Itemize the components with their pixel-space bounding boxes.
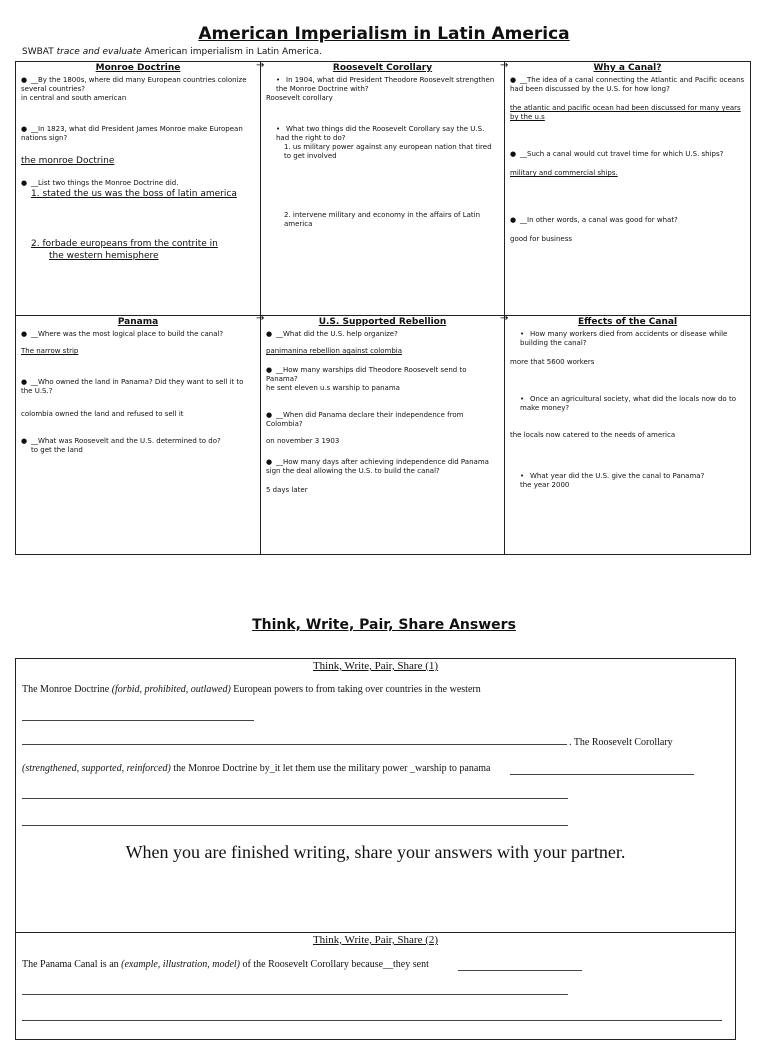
question: • Once an agricultural society, what did the locals now do to make money?	[520, 395, 736, 412]
paragraph: (strengthened, supported, reinforced) the Monroe Doctrine by_it let them use the military power _warship to panama	[22, 763, 491, 774]
box-heading-1: Think, Write, Pair, Share (1)	[312, 660, 439, 672]
swbat-prefix: SWBAT	[22, 47, 57, 57]
cell-why-a-canal	[505, 62, 750, 315]
arrow-icon: →	[500, 60, 509, 71]
cell-panama	[16, 316, 260, 554]
question: ● __The idea of a canal connecting the Atlantic and Pacific oceans had been discussed by the U.S. for how long?	[510, 76, 745, 93]
cell-monroe-doctrine	[16, 62, 260, 315]
answer: more that 5600 workers	[510, 358, 595, 366]
answer: 1. us military power against any european nation that tired to get involved	[284, 143, 492, 160]
answer: 5 days later	[266, 486, 308, 494]
cell-heading: Why a Canal?	[593, 63, 662, 73]
answer: 2. intervene military and economy in the affairs of Latin america	[284, 211, 481, 228]
answer-line[interactable]	[22, 744, 567, 745]
answer: the locals now catered to the needs of america	[510, 431, 676, 439]
cell-heading: U.S. Supported Rebellion	[318, 317, 447, 327]
answer-line[interactable]	[22, 825, 568, 826]
swbat-objective	[22, 47, 322, 57]
question: ● __When did Panama declare their independence from Colombia?	[266, 411, 464, 428]
answer: the atlantic and pacific ocean had been discussed for many years by the u.s	[510, 104, 741, 121]
answer-line[interactable]	[22, 994, 568, 995]
answer: the western hemisphere	[49, 251, 159, 261]
answer: Roosevelt corollary	[266, 94, 333, 102]
question: ● __In 1823, what did President James Monroe make European nations sign?	[21, 125, 243, 142]
answer: panimanina rebellion against colombia	[266, 347, 402, 355]
arrow-icon: →	[256, 60, 265, 71]
cell-heading: Monroe Doctrine	[95, 63, 181, 73]
cell-roosevelt-corollary	[261, 62, 504, 315]
paragraph: The Panama Canal is an (example, illustration, model) of the Roosevelt Corollary because__they sent	[22, 959, 429, 970]
answer-line[interactable]	[510, 774, 694, 775]
cell-heading: Panama	[117, 317, 159, 327]
question: ● __What was Roosevelt and the U.S. determined to do?	[21, 437, 221, 445]
section-title: Think, Write, Pair, Share Answers	[252, 617, 516, 633]
arrow-icon: →	[256, 313, 265, 324]
question: ● __By the 1800s, where did many European countries colonize several countries?	[21, 76, 247, 93]
answer: he sent eleven u.s warship to panama	[266, 384, 400, 392]
answer-line[interactable]	[22, 798, 568, 799]
answer-line[interactable]	[458, 970, 582, 971]
question: ● __Where was the most logical place to build the canal?	[21, 330, 224, 338]
question: • How many workers died from accidents or disease while building the canal?	[520, 330, 728, 347]
cell-effects-of-the-canal	[505, 316, 750, 554]
answer: 1. stated the us was the boss of latin america	[31, 189, 237, 199]
answer: to get the land	[31, 446, 83, 454]
answer-line[interactable]	[22, 1020, 722, 1021]
answer: The narrow strip	[21, 347, 79, 355]
question: ● __What did the U.S. help organize?	[266, 330, 398, 338]
notes-grid	[15, 61, 751, 555]
question: ● __Who owned the land in Panama? Did they want to sell it to the U.S.?	[21, 378, 244, 395]
swbat-rest: American imperialism in Latin America.	[141, 47, 322, 57]
answer: military and commercial ships.	[510, 169, 618, 177]
question: ● __Such a canal would cut travel time for which U.S. ships?	[510, 150, 724, 158]
arrow-icon: →	[500, 313, 509, 324]
cell-heading: Effects of the Canal	[577, 317, 678, 327]
answer: the monroe Doctrine	[21, 156, 115, 166]
answer: in central and south american	[21, 94, 127, 102]
question: • What year did the U.S. give the canal to Panama?	[520, 472, 705, 480]
question: ● __How many days after achieving independence did Panama sign the deal allowing the U.S. to build the canal?	[266, 458, 489, 475]
twps-answer-box	[15, 658, 736, 1040]
question: ● __How many warships did Theodore Roosevelt send to Panama?	[266, 366, 467, 383]
question: ● __In other words, a canal was good for what?	[510, 216, 678, 224]
paragraph: . The Roosevelt Corollary	[569, 737, 673, 748]
cell-us-supported-rebellion	[261, 316, 504, 554]
answer-line[interactable]	[22, 720, 254, 721]
answer: the year 2000	[520, 481, 570, 489]
question: • What two things did the Roosevelt Corollary say the U.S. had the right to do?	[276, 125, 485, 142]
cell-heading: Roosevelt Corollary	[332, 63, 433, 73]
box-heading-2: Think, Write, Pair, Share (2)	[312, 934, 439, 946]
question: • In 1904, what did President Theodore Roosevelt strengthen the Monroe Doctrine with?	[276, 76, 495, 93]
instruction-text: When you are finished writing, share your answers with your partner.	[125, 842, 626, 862]
question: ● __List two things the Monroe Doctrine did.	[21, 179, 179, 187]
answer: on november 3 1903	[266, 437, 340, 445]
box-divider	[16, 932, 735, 933]
paragraph: The Monroe Doctrine (forbid, prohibited, outlawed) European powers to from taking over countries in the western	[22, 684, 481, 695]
swbat-italic: trace and evaluate	[56, 47, 142, 57]
answer: 2. forbade europeans from the contrite in	[31, 239, 218, 249]
answer: good for business	[510, 235, 573, 243]
answer: colombia owned the land and refused to sell it	[21, 410, 184, 418]
page-title: American Imperialism in Latin America	[198, 24, 570, 44]
